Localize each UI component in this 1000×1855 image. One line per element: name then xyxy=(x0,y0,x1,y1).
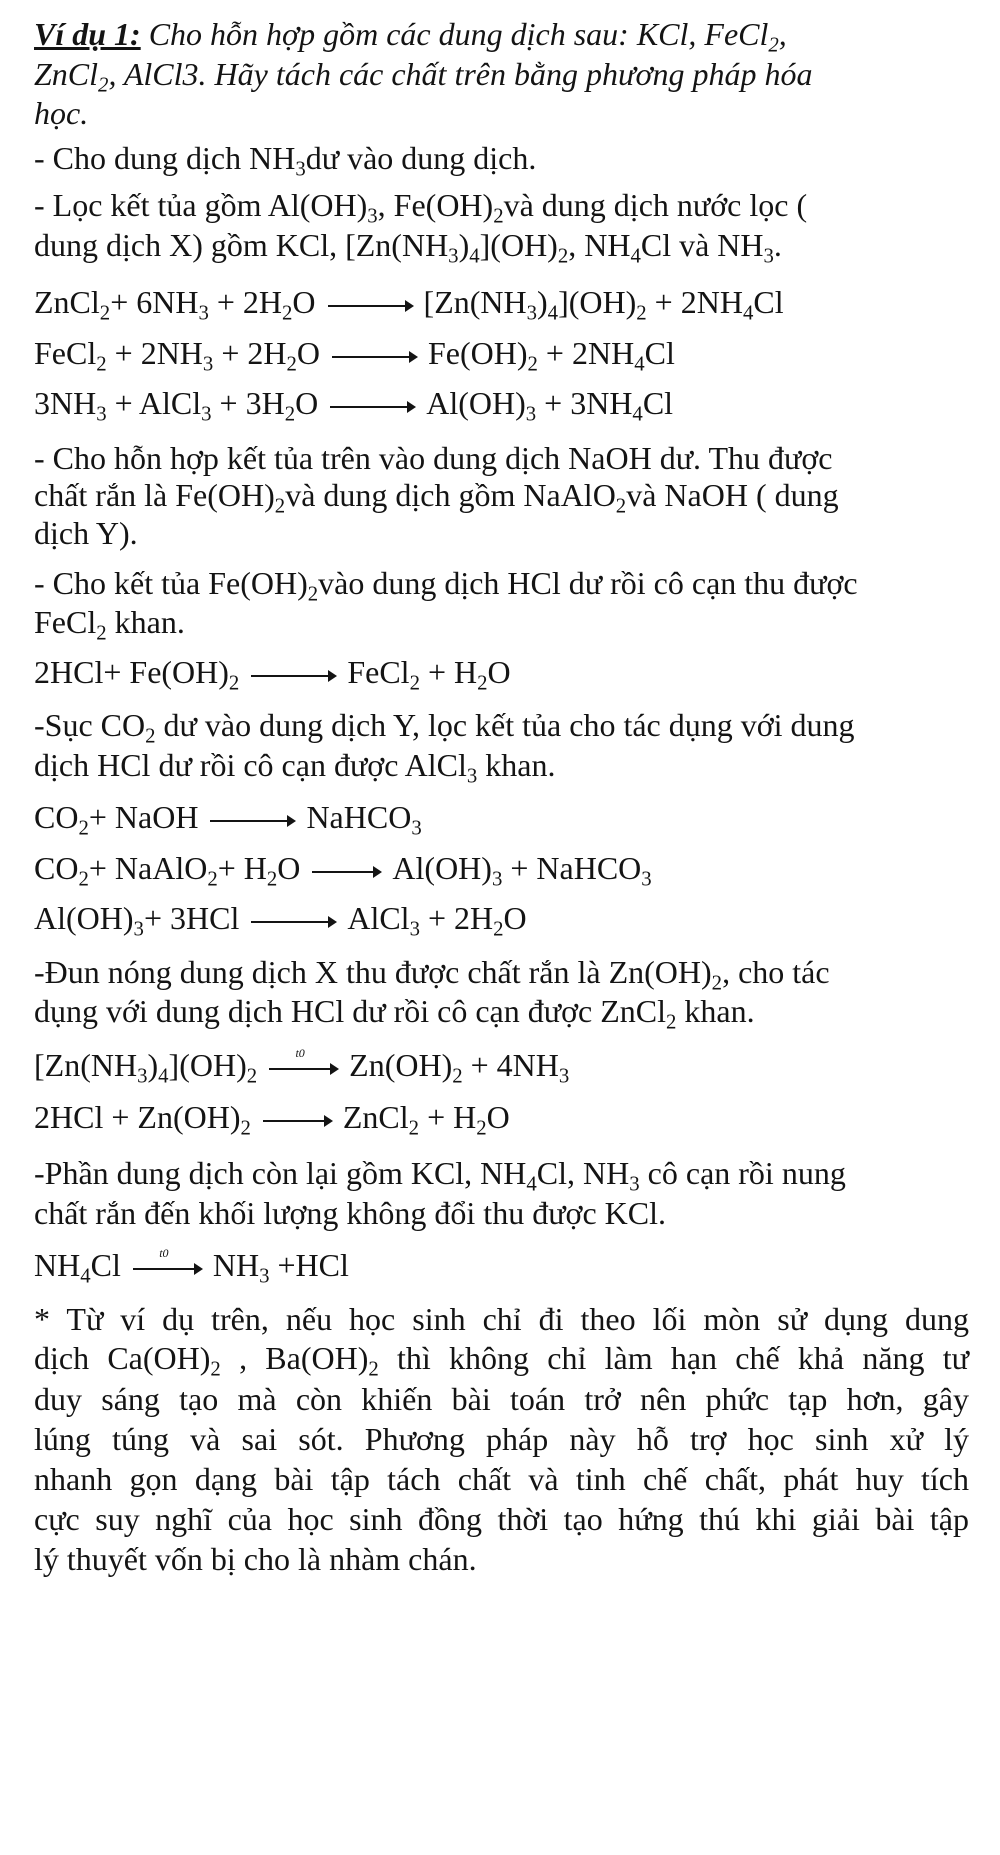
text-run: vào dung dịch HCl dư rồi cô cạn thu được xyxy=(318,565,858,601)
subscript-text: 2 xyxy=(99,301,111,325)
subscript-text: 2 xyxy=(274,494,286,518)
subscript-text: 4 xyxy=(158,1064,169,1088)
subscript-text: 4 xyxy=(630,244,641,268)
text-run: ](OH) xyxy=(168,1047,247,1083)
text-run: Zn(OH) xyxy=(349,1047,453,1083)
heating-condition: t0 xyxy=(295,1045,305,1060)
subscript-text: 3 xyxy=(96,402,107,426)
subscript-text: 3 xyxy=(137,1064,148,1088)
text-run: , NH xyxy=(568,227,631,263)
text-run: + H xyxy=(419,1099,477,1135)
text-run: Cl xyxy=(90,1247,121,1283)
subscript-text: 3 xyxy=(367,204,378,228)
text-run: O xyxy=(487,654,511,690)
step-4-line-1 xyxy=(34,563,858,606)
text-run: + 2NH xyxy=(537,335,635,371)
subscript-text: 2 xyxy=(711,971,723,995)
text-run: dụng với dung dịch HCl dư rồi cô cạn được ZnCl xyxy=(34,993,666,1029)
subscript-text: 2 xyxy=(557,244,569,268)
subscript-text: 4 xyxy=(547,301,559,325)
text-run: + 2H xyxy=(208,284,283,320)
text-run: thì không chỉ làm hạn chế khả năng tư xyxy=(378,1340,970,1376)
reaction-arrow-icon xyxy=(210,811,296,831)
subscript-text: 4 xyxy=(80,1264,91,1288)
text-run: ](OH) xyxy=(479,227,558,263)
subscript-text: 4 xyxy=(469,244,480,268)
subscript-text: 2 xyxy=(228,671,240,695)
example-line-1 xyxy=(34,14,787,57)
step-3-line-1 xyxy=(34,438,832,478)
subscript-text: 3 xyxy=(448,244,459,268)
text-run: dư vào dung dịch. xyxy=(305,140,537,176)
text-run: ) xyxy=(537,284,548,320)
text-run: [Zn(NH xyxy=(423,284,527,320)
text-run: + NaOH xyxy=(88,799,199,835)
subscript-text: 3 xyxy=(641,867,652,891)
conclusion-line-6 xyxy=(34,1499,969,1539)
text-run: lý thuyết vốn bị cho là nhàm chán. xyxy=(34,1541,477,1577)
text-run: dịch Ca(OH) xyxy=(34,1340,211,1376)
subscript-text: 2 xyxy=(452,1064,463,1088)
text-run: ) xyxy=(458,227,470,263)
text-run: , AlCl3. Hãy tách các chất trên bằng phương pháp hóa xyxy=(108,56,813,92)
text-run: + H xyxy=(419,654,478,690)
subscript-text: 2 xyxy=(207,867,218,891)
conclusion-line-7 xyxy=(34,1539,477,1579)
conclusion-line-5 xyxy=(34,1459,969,1499)
text-run: O xyxy=(292,284,316,320)
subscript-text: 2 xyxy=(477,671,488,695)
text-run: -Phần dung dịch còn lại gồm KCl, NH xyxy=(34,1155,527,1191)
text-run: 2HCl+ Fe(OH) xyxy=(34,654,229,690)
text-run: ZnCl xyxy=(34,56,99,92)
text-run: Al(OH) xyxy=(34,900,134,936)
step-2-line-1 xyxy=(34,185,808,228)
text-run: , xyxy=(778,16,787,52)
subscript-text: 2 xyxy=(286,352,297,376)
text-run: khan. xyxy=(676,993,755,1029)
subscript-text: 2 xyxy=(96,352,107,376)
text-run: Cl xyxy=(644,335,675,371)
text-run: . xyxy=(773,227,782,263)
subscript-text: 2 xyxy=(409,671,420,695)
text-run: ZnCl xyxy=(34,284,100,320)
subscript-text: 3 xyxy=(525,402,537,426)
subscript-text: 2 xyxy=(145,724,156,748)
text-run: AlCl xyxy=(347,900,410,936)
step-6-line-2 xyxy=(34,991,755,1034)
subscript-text: 4 xyxy=(632,402,643,426)
step-6-line-1 xyxy=(34,952,830,995)
step-2-line-2 xyxy=(34,225,782,268)
text-run: * Từ ví dụ trên, nếu học sinh chỉ đi theo lối mòn sử dụng dung xyxy=(34,1301,969,1337)
step-1 xyxy=(34,138,537,181)
subscript-text: 2 xyxy=(408,1116,420,1140)
text-run: CO xyxy=(34,850,79,886)
text-run: ZnCl xyxy=(342,1099,409,1135)
text-run: + 2NH xyxy=(646,284,743,320)
text-run: -Đun nóng dung dịch X thu được chất rắn là Zn(OH) xyxy=(34,954,712,990)
text-run: và NaOH ( dung xyxy=(626,477,839,513)
text-run: ) xyxy=(147,1047,159,1083)
text-run: FeCl xyxy=(34,335,97,371)
subscript-text: 3 xyxy=(198,301,209,325)
conclusion-line-3 xyxy=(34,1379,969,1419)
text-run: chất rắn là Fe(OH) xyxy=(34,477,275,513)
equation-2 xyxy=(34,333,675,376)
subscript-text: 4 xyxy=(526,1172,537,1196)
text-run: dịch HCl dư rồi cô cạn được AlCl xyxy=(34,747,467,783)
subscript-text: 2 xyxy=(636,301,647,325)
subscript-text: 2 xyxy=(266,867,278,891)
text-run: + 3NH xyxy=(536,385,633,421)
subscript-text: 3 xyxy=(763,244,774,268)
text-run: Cl xyxy=(753,284,784,320)
text-run: O xyxy=(277,850,301,886)
step-5-line-2 xyxy=(34,745,556,788)
subscript-text: 2 xyxy=(615,494,627,518)
subscript-text: 3 xyxy=(133,917,144,941)
text-run: FeCl xyxy=(34,604,97,640)
step-3-line-2 xyxy=(34,475,839,518)
equation-5 xyxy=(34,797,422,840)
subscript-text: 2 xyxy=(78,816,89,840)
text-run: CO xyxy=(34,799,79,835)
text-run: - Cho kết tủa Fe(OH) xyxy=(34,565,308,601)
text-run: - Lọc kết tủa gồm Al(OH) xyxy=(34,187,368,223)
text-run: 2HCl + Zn(OH) xyxy=(34,1099,241,1135)
subscript-text: 3 xyxy=(526,301,538,325)
text-run: Cl, NH xyxy=(536,1155,630,1191)
subscript-text: 2 xyxy=(96,621,107,645)
conclusion-line-4 xyxy=(34,1419,969,1459)
problem-text: Cho hỗn hợp gồm các dung dịch sau: KCl, FeCl xyxy=(148,16,769,52)
subscript-text: 2 xyxy=(368,1357,379,1381)
subscript-text: 4 xyxy=(742,301,754,325)
reaction-arrow-icon xyxy=(330,397,416,417)
text-run: NaHCO xyxy=(306,799,412,835)
text-run: + NaHCO xyxy=(502,850,642,886)
reaction-arrow-icon xyxy=(312,862,382,882)
text-run: NH xyxy=(212,1247,260,1283)
step-7-line-1 xyxy=(34,1153,846,1196)
text-run: nhanh gọn dạng bài tập tách chất và tinh chế chất, phát huy tích xyxy=(34,1461,969,1497)
subscript-text: 3 xyxy=(491,867,503,891)
subscript-text: 3 xyxy=(629,1172,640,1196)
subscript-text: 2 xyxy=(493,917,504,941)
text-run: và dung dịch gồm NaAlO xyxy=(285,477,616,513)
step-5-line-1 xyxy=(34,705,855,748)
text-run: chất rắn đến khối lượng không đổi thu được KCl. xyxy=(34,1195,666,1231)
subscript-text: 3 xyxy=(259,1264,270,1288)
text-run: 3NH xyxy=(34,385,97,421)
subscript-text: 3 xyxy=(202,352,214,376)
subscript-text: 2 xyxy=(768,33,779,57)
subscript-text: 2 xyxy=(282,301,293,325)
text-run: + 2NH xyxy=(106,335,203,371)
subscript-text: 3 xyxy=(295,157,306,181)
subscript-text: 2 xyxy=(527,352,538,376)
step-4-line-2 xyxy=(34,602,185,645)
text-run: Fe(OH) xyxy=(427,335,528,371)
subscript-text: 2 xyxy=(78,867,89,891)
equation-4 xyxy=(34,652,511,695)
text-run: duy sáng tạo mà còn khiến bài toán trở nên phức tạp hơn, gây xyxy=(34,1381,969,1417)
subscript-text: 2 xyxy=(307,582,319,606)
text-run: học. xyxy=(34,95,89,131)
step-3-line-3 xyxy=(34,513,138,553)
equation-6 xyxy=(34,848,652,891)
text-run: dư vào dung dịch Y, lọc kết tủa cho tác dụng với dung xyxy=(155,707,855,743)
text-run: + 2H xyxy=(213,335,287,371)
text-run: Al(OH) xyxy=(392,850,492,886)
text-run: NH xyxy=(34,1247,81,1283)
text-run: O xyxy=(295,385,319,421)
text-run: cực suy nghĩ của học sinh đồng thời tạo hứng thú khi giải bài tập xyxy=(34,1501,969,1537)
text-run: - Cho hỗn hợp kết tủa trên vào dung dịch NaOH dư. Thu được xyxy=(34,440,833,476)
text-run: khan. xyxy=(106,604,185,640)
subscript-text: 2 xyxy=(210,1357,221,1381)
text-run: + NaAlO xyxy=(88,850,208,886)
text-run: + 4NH xyxy=(462,1047,559,1083)
text-run: + AlCl xyxy=(106,385,202,421)
subscript-text: 3 xyxy=(411,816,422,840)
example-heading: Ví dụ 1: xyxy=(34,16,141,52)
text-run: dung dịch X) gồm KCl, [Zn(NH xyxy=(34,227,449,263)
conclusion-line-1 xyxy=(34,1299,969,1339)
text-run: khan. xyxy=(477,747,556,783)
step-7-line-2 xyxy=(34,1193,666,1233)
subscript-text: 3 xyxy=(409,917,420,941)
text-run: Al(OH) xyxy=(426,385,526,421)
heating-arrow-icon xyxy=(133,1245,203,1279)
text-run: - Cho dung dịch NH xyxy=(34,140,296,176)
text-run: và dung dịch nước lọc ( xyxy=(503,187,808,223)
example-line-2 xyxy=(34,54,813,97)
text-run: dịch Y). xyxy=(34,515,138,551)
subscript-text: 4 xyxy=(634,352,645,376)
text-run: Cl xyxy=(642,385,674,421)
subscript-text: 2 xyxy=(98,73,109,97)
subscript-text: 3 xyxy=(201,402,212,426)
text-run: O xyxy=(503,900,527,936)
text-run: -Sục CO xyxy=(34,707,146,743)
subscript-text: 2 xyxy=(284,402,296,426)
reaction-arrow-icon xyxy=(251,666,337,686)
text-run: + 2H xyxy=(419,900,494,936)
heating-condition: t0 xyxy=(159,1245,169,1260)
text-run: Cl và NH xyxy=(640,227,764,263)
example-line-3 xyxy=(34,93,88,133)
equation-8 xyxy=(34,1045,570,1088)
heating-arrow-icon xyxy=(269,1045,339,1079)
text-run: FeCl xyxy=(347,654,410,690)
reaction-arrow-icon xyxy=(328,296,414,316)
text-run: O xyxy=(486,1099,510,1135)
subscript-text: 2 xyxy=(493,204,504,228)
text-run: lúng túng và sai sót. Phương pháp này hỗ trợ học sinh xử lý xyxy=(34,1421,969,1457)
equation-10 xyxy=(34,1245,349,1288)
text-run: ](OH) xyxy=(558,284,637,320)
text-run: O xyxy=(296,335,320,371)
equation-3 xyxy=(34,383,674,426)
subscript-text: 2 xyxy=(666,1010,677,1034)
equation-7 xyxy=(34,898,527,941)
text-run: + 6NH xyxy=(110,284,199,320)
text-run: +HCl xyxy=(269,1247,349,1283)
text-run: [Zn(NH xyxy=(34,1047,138,1083)
subscript-text: 3 xyxy=(466,764,478,788)
equation-1 xyxy=(34,282,784,325)
equation-9 xyxy=(34,1097,510,1140)
reaction-arrow-icon xyxy=(332,347,418,367)
text-run: + 3H xyxy=(211,385,285,421)
text-run: cô cạn rồi nung xyxy=(639,1155,846,1191)
subscript-text: 3 xyxy=(558,1064,570,1088)
text-run: , cho tác xyxy=(722,954,830,990)
text-run: + H xyxy=(217,850,267,886)
subscript-text: 2 xyxy=(476,1116,487,1140)
text-run: + 3HCl xyxy=(143,900,240,936)
reaction-arrow-icon xyxy=(263,1111,333,1131)
conclusion-line-2 xyxy=(34,1338,970,1381)
subscript-text: 2 xyxy=(246,1064,258,1088)
subscript-text: 2 xyxy=(240,1116,251,1140)
text-run: , Ba(OH) xyxy=(220,1340,369,1376)
reaction-arrow-icon xyxy=(251,912,337,932)
text-run: , Fe(OH) xyxy=(377,187,494,223)
